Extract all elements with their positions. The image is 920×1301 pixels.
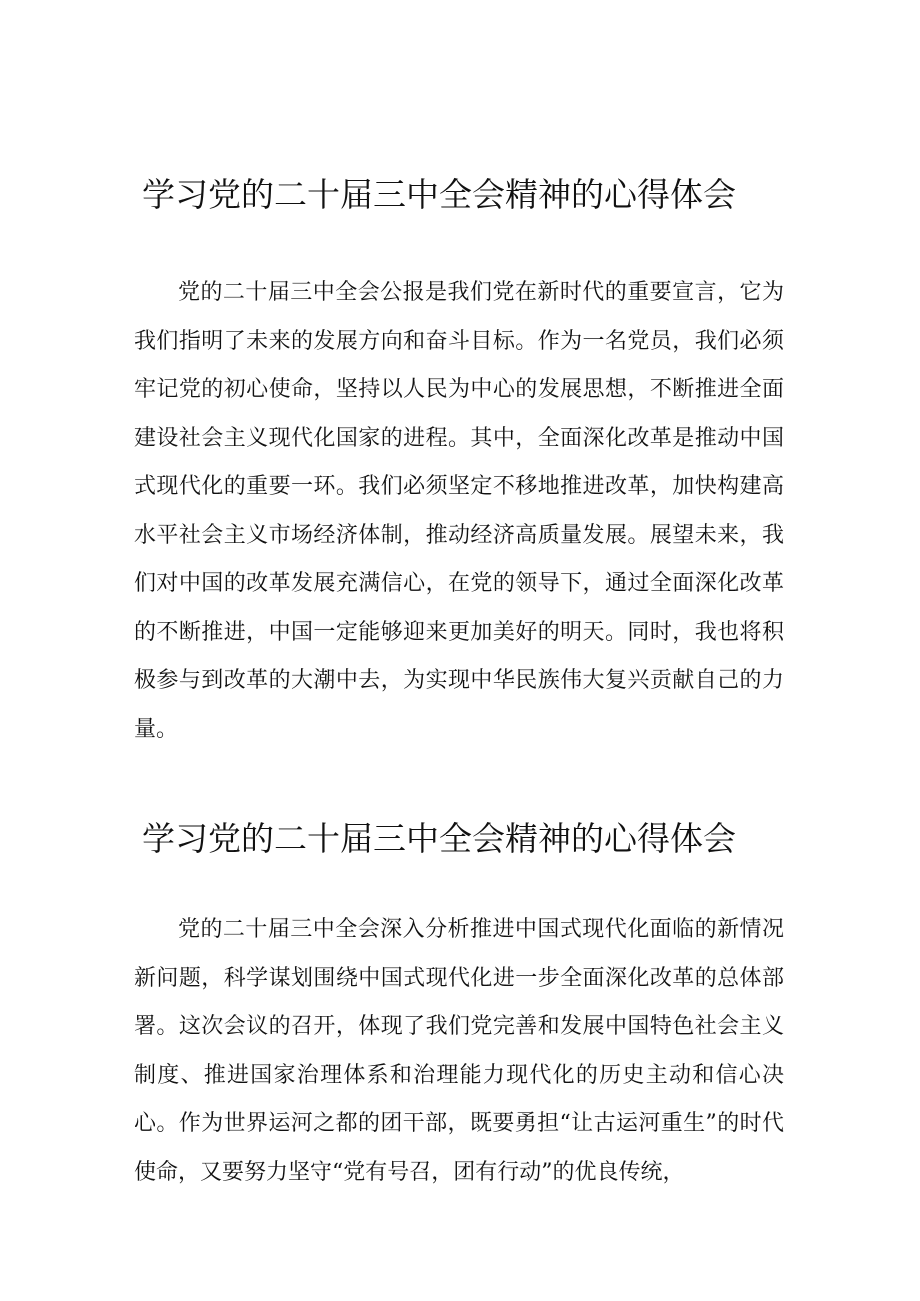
essay-paragraph: 党的二十届三中全会深入分析推进中国式现代化面临的新情况新问题，科学谋划围绕中国式现代化进一步全面深化改革的总体部署。这次会议的召开，体现了我们党完善和发展中国特色社会主义制度、推进国家治理体系和治理能力现代化的历史主动和信心决心。作为世界运河之都的团干部，既要勇担“让古运河重生”的时代使命，又要努力坚守“党有号召，团有行动”的优良传统， <box>134 917 784 1185</box>
essay-title: 学习党的二十届三中全会精神的心得体会 <box>142 175 736 214</box>
essay-section-1 <box>0 168 920 742</box>
essay-title: 学习党的二十届三中全会精神的心得体会 <box>142 819 736 858</box>
essay-section-2 <box>0 812 920 1185</box>
essay-paragraph: 党的二十届三中全会公报是我们党在新时代的重要宣言，它为我们指明了未来的发展方向和奋斗目标。作为一名党员，我们必须牢记党的初心使命，坚持以人民为中心的发展思想，不断推进全面建设社会主义现代化国家的进程。其中，全面深化改革是推动中国式现代化的重要一环。我们必须坚定不移地推进改革，加快构建高水平社会主义市场经济体制，推动经济高质量发展。展望未来，我们对中国的改革发展充满信心，在党的领导下，通过全面深化改革的不断推进，中国一定能够迎来更加美好的明天。同时，我也将积极参与到改革的大潮中去，为实现中华民族伟大复兴贡献自己的力量。 <box>134 280 784 742</box>
